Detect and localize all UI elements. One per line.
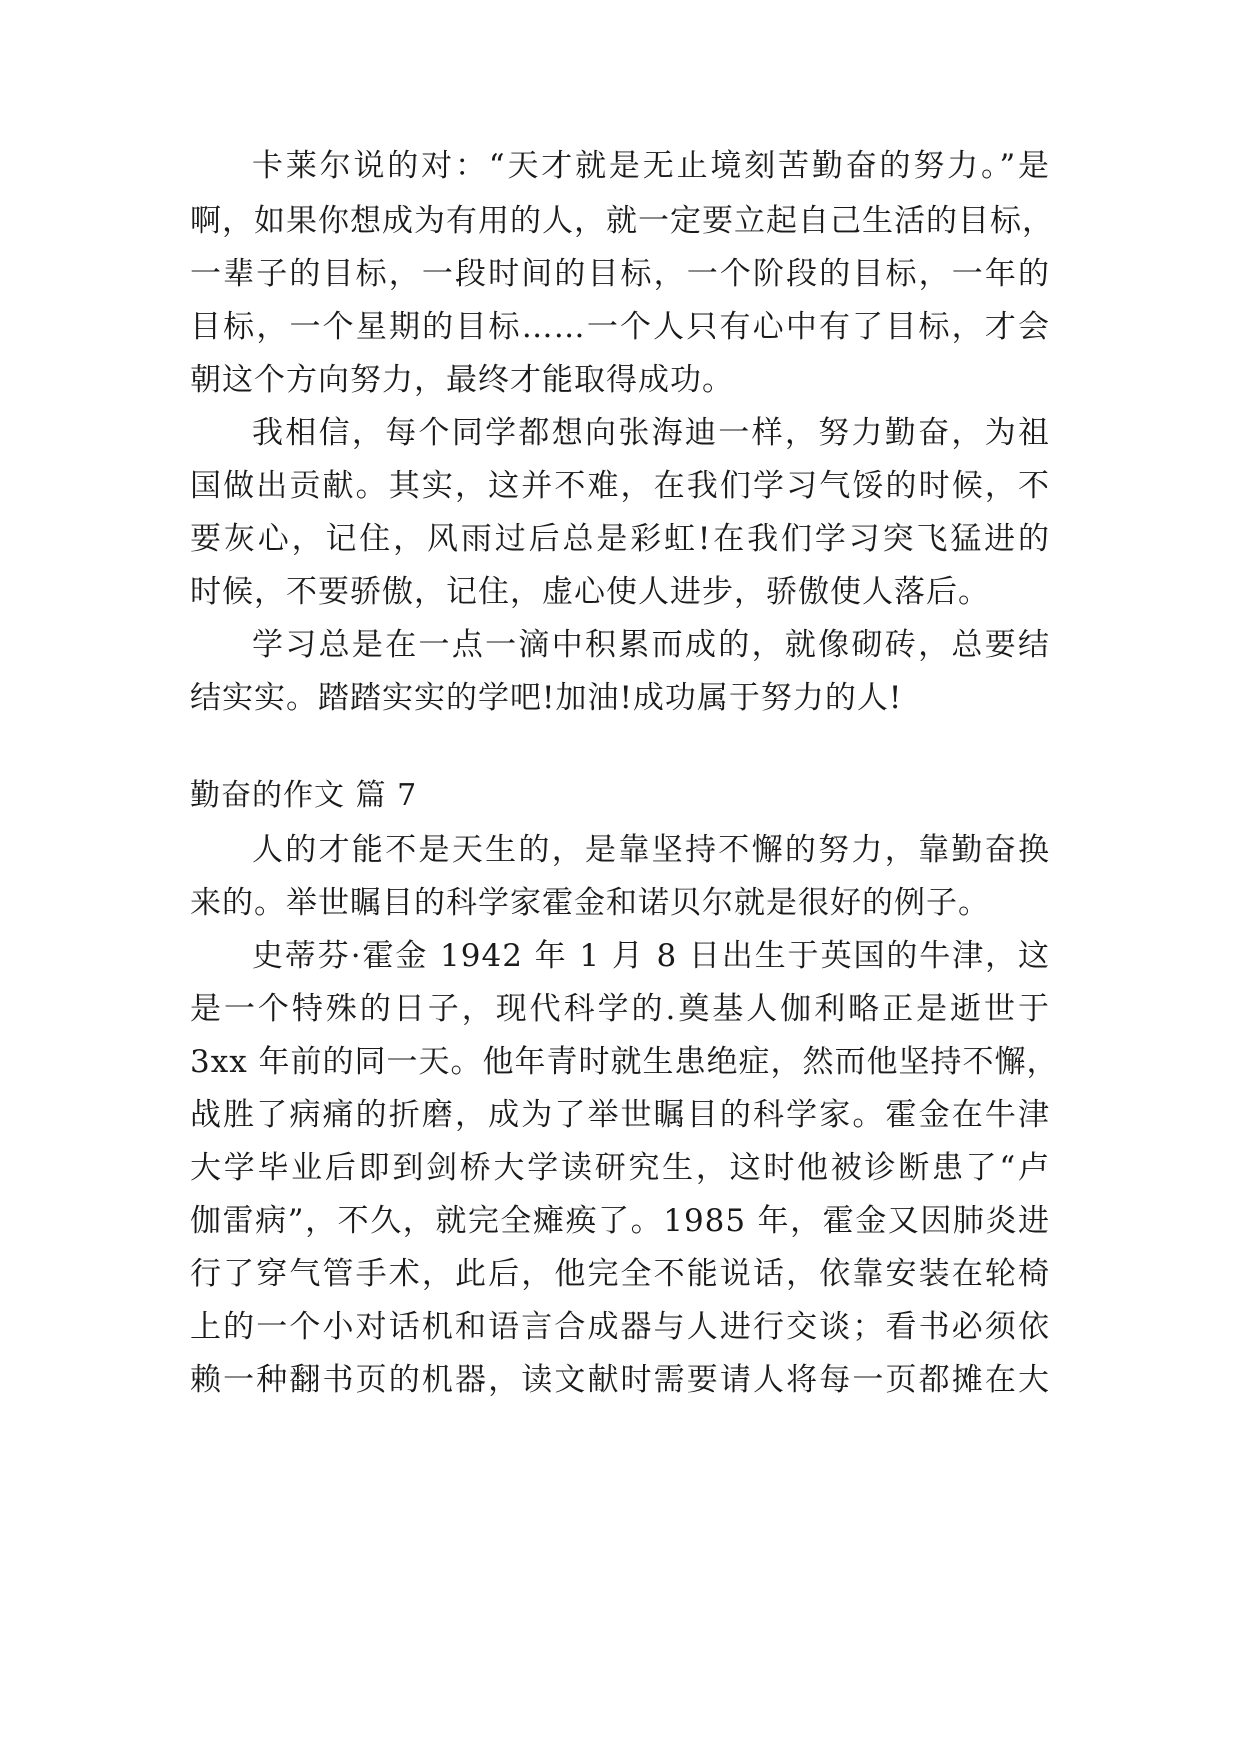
paragraph-line: 行了穿气管手术，此后，他完全不能说话，依靠安装在轮椅 bbox=[190, 1256, 1050, 1292]
paragraph-line: 一辈子的目标，一段时间的目标，一个阶段的目标，一年的 bbox=[190, 256, 1050, 292]
paragraph-line: 赖一种翻书页的机器，读文献时需要请人将每一页都摊在大 bbox=[190, 1362, 1050, 1398]
paragraph-line: 时候，不要骄傲，记住，虚心使人进步，骄傲使人落后。 bbox=[190, 574, 990, 610]
paragraph-line: 啊，如果你想成为有用的人，就一定要立起自己生活的目标， bbox=[190, 203, 1054, 239]
paragraph-line: 结实实。踏踏实实的学吧!加油!成功属于努力的人! bbox=[190, 680, 903, 716]
paragraph-line: 来的。举世瞩目的科学家霍金和诺贝尔就是很好的例子。 bbox=[190, 885, 990, 921]
paragraph-line: 朝这个方向努力，最终才能取得成功。 bbox=[190, 362, 734, 398]
paragraph-line: 国做出贡献。其实，这并不难，在我们学习气馁的时候，不 bbox=[190, 468, 1050, 504]
paragraph-line: 伽雷病”，不久，就完全瘫痪了。1985 年，霍金又因肺炎进 bbox=[190, 1203, 1050, 1239]
paragraph-line: 目标，一个星期的目标……一个人只有心中有了目标，才会 bbox=[190, 309, 1050, 345]
paragraph-line: 学习总是在一点一滴中积累而成的，就像砌砖，总要结 bbox=[252, 627, 1050, 663]
paragraph-line: 是一个特殊的日子，现代科学的.奠基人伽利略正是逝世于 bbox=[190, 991, 1050, 1027]
paragraph-line: 史蒂芬·霍金 1942 年 1 月 8 日出生于英国的牛津，这 bbox=[252, 938, 1050, 974]
paragraph-line: 3xx 年前的同一天。他年青时就生患绝症，然而他坚持不懈， bbox=[190, 1044, 1059, 1080]
paragraph-line: 大学毕业后即到剑桥大学读研究生，这时他被诊断患了“卢 bbox=[190, 1150, 1050, 1186]
section-heading: 勤奋的作文 篇 7 bbox=[190, 778, 418, 813]
paragraph-line: 上的一个小对话机和语言合成器与人进行交谈；看书必须依 bbox=[190, 1309, 1050, 1345]
paragraph-line: 卡莱尔说的对：“天才就是无止境刻苦勤奋的努力。”是 bbox=[252, 148, 1050, 184]
paragraph-line: 人的才能不是天生的，是靠坚持不懈的努力，靠勤奋换 bbox=[252, 832, 1050, 868]
paragraph-line: 战胜了病痛的折磨，成为了举世瞩目的科学家。霍金在牛津 bbox=[190, 1097, 1050, 1133]
paragraph-line: 要灰心，记住，风雨过后总是彩虹!在我们学习突飞猛进的 bbox=[190, 521, 1050, 557]
paragraph-line: 我相信，每个同学都想向张海迪一样，努力勤奋，为祖 bbox=[252, 415, 1050, 451]
